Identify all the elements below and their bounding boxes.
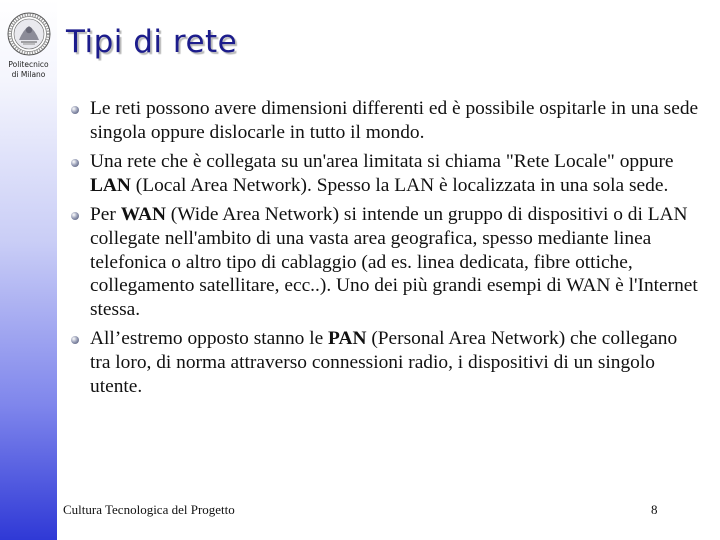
- bullet-term-lan: LAN: [90, 174, 131, 196]
- bullet-item-3: [71, 203, 701, 321]
- bullet-term-wan: WAN: [120, 204, 166, 226]
- bullet-term-pan: PAN: [328, 328, 367, 350]
- politecnico-seal-icon: [7, 12, 51, 56]
- bullet-icon: [71, 106, 79, 114]
- page-number: 8: [651, 502, 658, 517]
- bullet-text: Le reti possono avere dimensioni differenti ed è possibile ospitarle in una sede singola oppure dislocarle in tutto il mondo.: [90, 98, 699, 143]
- bullet-text-after: (Personal Area Network) che collegano tra loro, di norma attraverso connessioni radio, i dispositivi di un singolo utente.: [90, 328, 678, 397]
- bullet-item-4: [71, 327, 701, 398]
- bullet-item-2: [71, 150, 701, 197]
- bullet-text-before: Per: [90, 204, 121, 226]
- logo-caption-line1: Politecnico: [8, 60, 49, 69]
- bullet-text-before: Una rete che è collegata su un'area limitata si chiama "Rete Locale" oppure: [90, 151, 674, 173]
- bullet-icon: [71, 212, 79, 220]
- logo-caption-line2: di Milano: [11, 70, 46, 79]
- bullet-icon: [71, 336, 79, 344]
- sidebar-gradient: [0, 0, 57, 540]
- bullet-text-after: (Wide Area Network) si intende un gruppo di dispositivi o di LAN collegate nell'ambito di una vasta area geografica, spesso mediante linea telefonica o altro tipo di cablaggio (ad es. linea dedicata, fibre ottiche, collegamento satellitare, ecc..). Uno dei più grandi esempi di WAN è l'Internet stessa.: [90, 204, 698, 320]
- logo-caption: [0, 60, 57, 80]
- bullet-text-before: All’estremo opposto stanno le: [90, 328, 329, 350]
- bullet-icon: [71, 159, 79, 167]
- bullet-text-after: (Local Area Network). Spesso la LAN è localizzata in una sola sede.: [130, 174, 669, 196]
- slide-title: Tipi di rete: [66, 24, 238, 60]
- bullet-list: [71, 97, 701, 404]
- footer-course-title: Cultura Tecnologica del Progetto: [63, 502, 235, 517]
- bullet-item-1: [71, 97, 701, 144]
